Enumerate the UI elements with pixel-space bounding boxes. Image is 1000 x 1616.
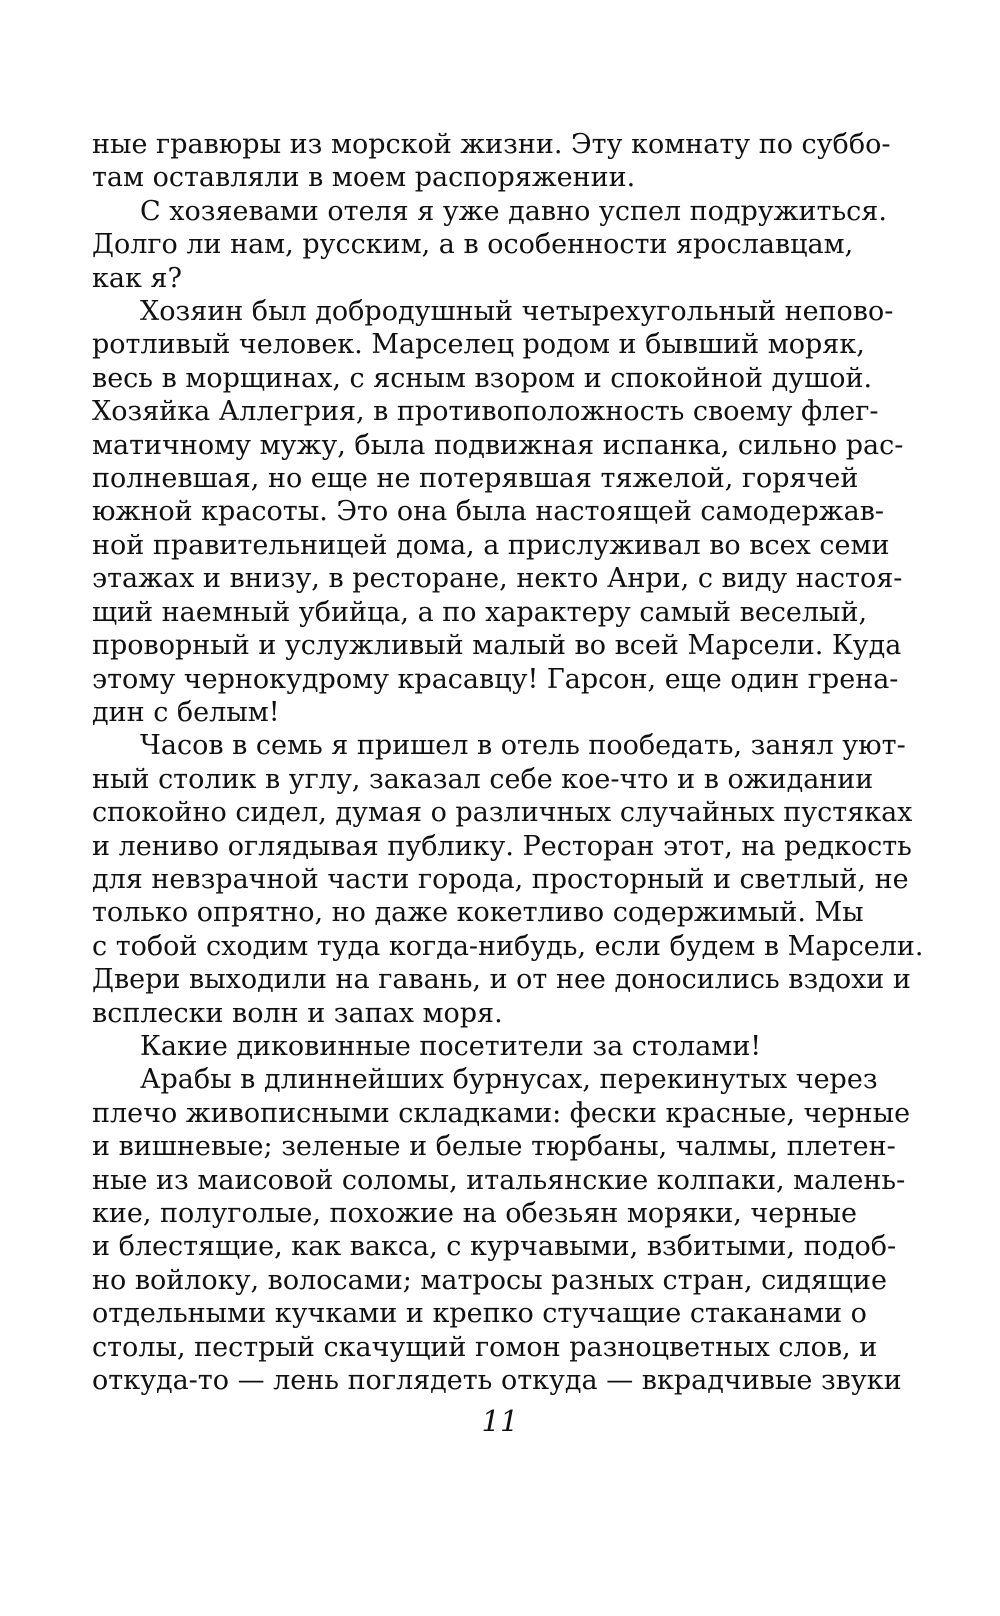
text-line: откуда-то — лень поглядеть откуда — вкрадчивые звуки bbox=[92, 1365, 902, 1397]
page-number: 11 bbox=[481, 1404, 519, 1438]
paragraph bbox=[92, 195, 887, 295]
text-line: полневшая, но еще не потерявшая тяжелой, горячей bbox=[92, 463, 859, 495]
text-line: весь в морщинах, с ясным взором и спокойной душой. bbox=[92, 362, 873, 394]
text-line: ротливый человек. Марселец родом и бывший моряк, bbox=[92, 329, 865, 361]
text-line: и блестящие, как вакса, с курчавыми, взбитыми, подоб- bbox=[92, 1231, 897, 1263]
text-line: всплески волн и запах моря. bbox=[92, 997, 503, 1029]
text-line: с тобой сходим туда когда-нибудь, если будем в Марсели. bbox=[92, 930, 924, 962]
text-line: отдельными кучками и крепко стучащие стаканами о bbox=[92, 1298, 867, 1330]
text-line: ные гравюры из морской жизни. Эту комнату по суббо- bbox=[92, 129, 891, 160]
text-line: ный столик в углу, заказал себе кое-что и в ожидании bbox=[92, 763, 874, 795]
text-line: Какие диковинные посетители за столами! bbox=[140, 1030, 762, 1062]
text-line: южной красоты. Это она была настоящей самодержав- bbox=[92, 496, 885, 528]
text-line: ные из маисовой соломы, итальянские колпаки, малень- bbox=[92, 1164, 906, 1196]
text-line: ной правительницей дома, а прислуживал во всех семи bbox=[92, 529, 890, 561]
text-line: щий наемный убийца, а по характеру самый веселый, bbox=[92, 596, 868, 628]
text-line: только опрятно, но даже кокетливо содержимый. Мы bbox=[92, 897, 864, 929]
text-line: Хозяин был добродушный четырехугольный непово- bbox=[140, 296, 894, 328]
text-line: там оставляли в моем распоряжении. bbox=[92, 162, 636, 194]
paragraph bbox=[92, 128, 891, 195]
body-text bbox=[92, 128, 924, 1397]
text-line: Хозяйка Аллегрия, в противоположность своему флег- bbox=[92, 396, 879, 428]
text-line: но войлоку, волосами; матросы разных стран, сидящие bbox=[92, 1264, 887, 1296]
text-line: плечо живописными складками: фески красные, черные bbox=[92, 1097, 911, 1129]
paragraph bbox=[92, 295, 904, 729]
text-line: этажах и внизу, в ресторане, некто Анри, с виду настоя- bbox=[92, 563, 903, 595]
text-line: этому чернокудрому красавцу! Гарсон, еще один грена- bbox=[92, 663, 899, 695]
text-line: Арабы в длиннейших бурнусах, перекинутых через bbox=[140, 1064, 878, 1096]
paragraph bbox=[92, 1063, 911, 1397]
paragraph bbox=[92, 1030, 837, 1063]
text-line: кие, полуголые, похожие на обезьян моряки, черные bbox=[92, 1198, 858, 1229]
text-line: Часов в семь я пришел в отель пообедать, занял уют- bbox=[140, 730, 906, 762]
text-line: С хозяевами отеля я уже давно успел подружиться. bbox=[140, 195, 887, 227]
text-line: для невзрачной части города, просторный и светлый, не bbox=[92, 863, 909, 895]
text-line: столы, пестрый скачущий гомон разноцветных слов, и bbox=[92, 1331, 878, 1363]
paragraph bbox=[92, 729, 924, 1030]
text-line: спокойно сидел, думая о различных случайных пустяках bbox=[92, 797, 913, 829]
text-line: и лениво оглядывая публику. Ресторан этот, на редкость bbox=[92, 830, 912, 862]
text-line: дин с белым! bbox=[92, 696, 280, 728]
text-line: проворный и услужливый малый во всей Марсели. Куда bbox=[92, 630, 902, 662]
text-line: как я? bbox=[92, 262, 182, 294]
text-line: матичному мужу, была подвижная испанка, сильно рас- bbox=[92, 429, 904, 461]
text-line: Долго ли нам, русским, а в особенности ярославцам, bbox=[92, 229, 854, 261]
text-line: Двери выходили на гавань, и от нее доносились вздохи и bbox=[92, 964, 911, 996]
text-line: и вишневые; зеленые и белые тюрбаны, чалмы, плетен- bbox=[92, 1131, 896, 1163]
